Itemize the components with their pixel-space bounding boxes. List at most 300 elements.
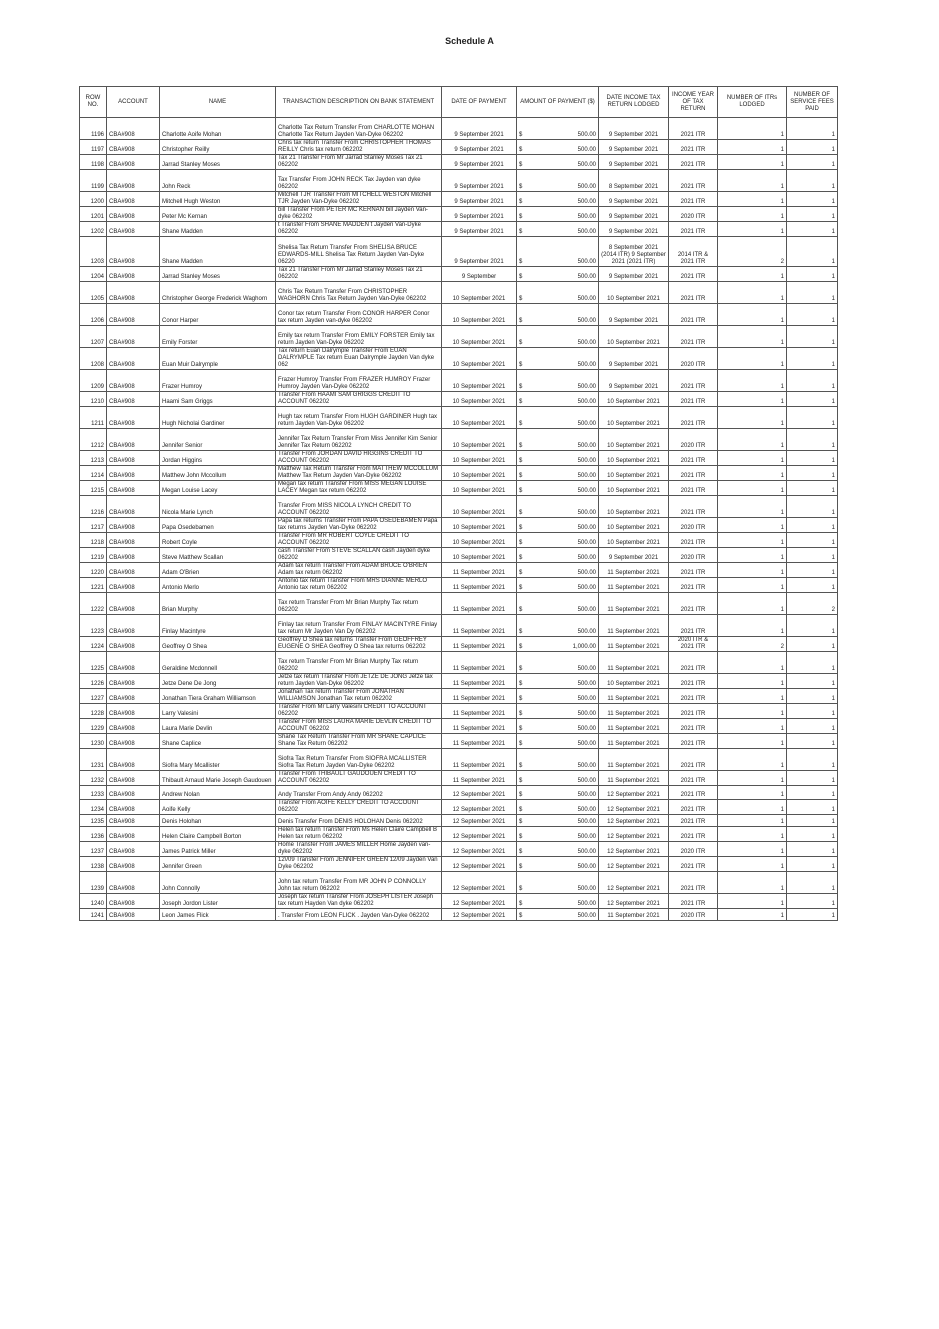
cell-itrs-lodged: 1 [718,370,787,392]
currency-symbol: $ [519,792,523,798]
cell-date-of-payment: 11 September 2021 [442,719,517,734]
cell-service-fees: 1 [787,348,838,370]
cell-income-year: 2021 ITR [669,689,718,704]
cell-itrs-lodged: 1 [718,800,787,815]
cell-itrs-lodged: 1 [718,304,787,326]
cell-description: Tax return Transfer From Mr Brian Murphy Tax return 062202 [276,652,442,674]
amount-value: 500.00 [577,585,596,591]
currency-symbol: $ [519,864,523,870]
amount-value: 500.00 [577,384,596,390]
cell-service-fees: 1 [787,237,838,267]
cell-amount [517,222,599,237]
cell-date-lodged: 9 September 2021 [599,370,669,392]
cell-row-no: 1217 [80,518,107,533]
cell-date-of-payment: 11 September 2021 [442,704,517,719]
cell-name: Jarrad Stanley Moses [160,155,276,170]
cell-account: CBA#908 [107,170,160,192]
cell-description: Transfer From THIBAULT GAUDOUEN CREDIT TO ACCOUNT 062202 [276,771,442,786]
cell-date-of-payment: 11 September 2021 [442,593,517,615]
cell-amount [517,563,599,578]
cell-income-year: 2021 ITR [669,118,718,140]
cell-date-of-payment: 11 September 2021 [442,652,517,674]
cell-account: CBA#908 [107,637,160,652]
cell-name: Peter Mc Kernan [160,207,276,222]
cell-date-lodged: 9 September 2021 [599,118,669,140]
header-transaction-description: TRANSACTION DESCRIPTION ON BANK STATEMENT [276,87,442,118]
cell-income-year: 2020 ITR [669,518,718,533]
cell-date-of-payment: 11 September 2021 [442,674,517,689]
cell-amount [517,749,599,771]
cell-date-of-payment: 9 September 2021 [442,170,517,192]
cell-date-of-payment: 11 September 2021 [442,563,517,578]
cell-description: Papa tax returns Transfer From PAPA OSEDEBAMEN Papa tax returns Jayden Van-Dyke 062202 [276,518,442,533]
cell-amount [517,496,599,518]
cell-amount [517,734,599,749]
cell-income-year: 2021 ITR [669,578,718,593]
cell-service-fees: 1 [787,563,838,578]
cell-date-of-payment: 10 September 2021 [442,496,517,518]
cell-name: Geraldine Mcdonnell [160,652,276,674]
cell-name: Helen Claire Campbell Borton [160,827,276,842]
table-row [80,637,838,652]
table-row [80,800,838,815]
currency-symbol: $ [519,901,523,907]
cell-service-fees: 1 [787,734,838,749]
cell-account: CBA#908 [107,563,160,578]
cell-name: Andrew Nolan [160,786,276,800]
cell-description: Shelisa Tax Return Transfer From SHELISA BRUCE EDWARDS-MILL Shelisa Tax Return Jayden Van-Dyke 06220 [276,237,442,267]
header-row-no: ROW NO. [80,87,107,118]
cell-date-of-payment: 11 September 2021 [442,615,517,637]
cell-name: Leon James Flick [160,909,276,921]
cell-date-lodged: 11 September 2021 [599,734,669,749]
cell-name: Jennifer Green [160,857,276,872]
cell-account: CBA#908 [107,909,160,921]
cell-income-year: 2021 ITR [669,407,718,429]
cell-service-fees: 1 [787,857,838,872]
cell-name: Shane Madden [160,237,276,267]
currency-symbol: $ [519,585,523,591]
amount-value: 500.00 [577,488,596,494]
cell-name: Robert Coyle [160,533,276,548]
cell-row-no: 1229 [80,719,107,734]
currency-symbol: $ [519,819,523,825]
amount-value: 500.00 [577,792,596,798]
amount-value: 500.00 [577,162,596,168]
table-row [80,267,838,282]
cell-amount [517,800,599,815]
cell-itrs-lodged: 1 [718,909,787,921]
cell-itrs-lodged: 1 [718,392,787,407]
cell-itrs-lodged: 1 [718,894,787,909]
cell-account: CBA#908 [107,593,160,615]
cell-row-no: 1239 [80,872,107,894]
cell-description: Denis Transfer From DENIS HOLOHAN Denis 062202 [276,815,442,827]
table-row [80,704,838,719]
cell-date-of-payment: 11 September 2021 [442,771,517,786]
cell-row-no: 1223 [80,615,107,637]
cell-service-fees: 1 [787,466,838,481]
cell-amount [517,237,599,267]
cell-account: CBA#908 [107,894,160,909]
cell-account: CBA#908 [107,155,160,170]
cell-row-no: 1206 [80,304,107,326]
cell-amount [517,815,599,827]
schedule-table [79,86,838,921]
cell-income-year: 2021 ITR [669,496,718,518]
cell-date-of-payment: 10 September 2021 [442,533,517,548]
table-row [80,842,838,857]
cell-account: CBA#908 [107,237,160,267]
cell-itrs-lodged: 1 [718,267,787,282]
cell-name: Conor Harper [160,304,276,326]
cell-description: Transfer From MISS NICOLA LYNCH CREDIT TO ACCOUNT 062202 [276,496,442,518]
cell-date-lodged: 8 September 2021 (2014 ITR) 9 September 2021 (2021 ITR) [599,237,669,267]
cell-amount [517,578,599,593]
table-row [80,771,838,786]
cell-date-lodged: 10 September 2021 [599,429,669,451]
table-row [80,155,838,170]
table-row [80,548,838,563]
cell-amount [517,909,599,921]
cell-description: Transfer From AOIFE KELLY CREDIT TO ACCOUNT 062202 [276,800,442,815]
cell-name: Steve Matthew Scallan [160,548,276,563]
cell-itrs-lodged: 1 [718,533,787,548]
cell-name: Finlay Macintyre [160,615,276,637]
cell-name: Papa Osedebamen [160,518,276,533]
cell-service-fees: 1 [787,674,838,689]
cell-income-year: 2021 ITR [669,326,718,348]
cell-itrs-lodged: 1 [718,771,787,786]
cell-amount [517,481,599,496]
cell-service-fees: 1 [787,533,838,548]
cell-service-fees: 1 [787,909,838,921]
header-row [80,87,838,118]
table-row [80,857,838,872]
cell-itrs-lodged: 1 [718,872,787,894]
cell-row-no: 1198 [80,155,107,170]
cell-income-year: 2021 ITR [669,704,718,719]
cell-row-no: 1197 [80,140,107,155]
amount-value: 500.00 [577,913,596,919]
cell-date-lodged: 10 September 2021 [599,674,669,689]
cell-amount [517,771,599,786]
cell-income-year: 2021 ITR [669,155,718,170]
cell-date-of-payment: 9 September [442,267,517,282]
cell-income-year: 2021 ITR [669,451,718,466]
cell-date-of-payment: 9 September 2021 [442,118,517,140]
cell-account: CBA#908 [107,815,160,827]
cell-account: CBA#908 [107,429,160,451]
amount-value: 500.00 [577,147,596,153]
cell-date-lodged: 11 September 2021 [599,704,669,719]
cell-date-lodged: 10 September 2021 [599,518,669,533]
cell-row-no: 1228 [80,704,107,719]
table-row [80,451,838,466]
amount-value: 500.00 [577,421,596,427]
cell-date-lodged: 10 September 2021 [599,466,669,481]
amount-value: 500.00 [577,607,596,613]
cell-date-lodged: 11 September 2021 [599,593,669,615]
cell-description: Andy Transfer From Andy Andy 062202 [276,786,442,800]
cell-row-no: 1215 [80,481,107,496]
cell-service-fees: 1 [787,894,838,909]
cell-service-fees: 1 [787,842,838,857]
cell-account: CBA#908 [107,734,160,749]
table-row [80,578,838,593]
table-row [80,894,838,909]
cell-amount [517,674,599,689]
cell-account: CBA#908 [107,704,160,719]
cell-name: Larry Valesini [160,704,276,719]
currency-symbol: $ [519,184,523,190]
cell-itrs-lodged: 1 [718,192,787,207]
cell-income-year: 2021 ITR [669,894,718,909]
cell-itrs-lodged: 1 [718,749,787,771]
cell-row-no: 1224 [80,637,107,652]
cell-description: Adam tax return Transfer From ADAM BRUCE O'BRIEN Adam tax return 062202 [276,563,442,578]
currency-symbol: $ [519,510,523,516]
header-account: ACCOUNT [107,87,160,118]
cell-income-year: 2014 ITR & 2021 ITR [669,237,718,267]
currency-symbol: $ [519,147,523,153]
table-row [80,222,838,237]
currency-symbol: $ [519,488,523,494]
cell-description: Tax return Transfer From Mr Brian Murphy Tax return 062202 [276,593,442,615]
cell-amount [517,548,599,563]
cell-description: Megan tax return Transfer From MISS MEGAN LOUISE LACEY Megan tax return 062202 [276,481,442,496]
cell-date-lodged: 12 September 2021 [599,872,669,894]
amount-value: 500.00 [577,399,596,405]
cell-amount [517,842,599,857]
table-row [80,466,838,481]
cell-name: John Connolly [160,872,276,894]
currency-symbol: $ [519,570,523,576]
cell-date-lodged: 9 September 2021 [599,348,669,370]
cell-service-fees: 1 [787,326,838,348]
cell-account: CBA#908 [107,451,160,466]
cell-itrs-lodged: 1 [718,652,787,674]
table-row [80,481,838,496]
cell-date-of-payment: 10 September 2021 [442,304,517,326]
cell-row-no: 1225 [80,652,107,674]
cell-name: Jordan Higgins [160,451,276,466]
cell-row-no: 1221 [80,578,107,593]
cell-amount [517,326,599,348]
table-row [80,652,838,674]
cell-date-lodged: 10 September 2021 [599,481,669,496]
cell-service-fees: 1 [787,155,838,170]
cell-date-of-payment: 9 September 2021 [442,222,517,237]
cell-row-no: 1211 [80,407,107,429]
cell-account: CBA#908 [107,533,160,548]
cell-date-of-payment: 10 September 2021 [442,466,517,481]
cell-name: Mitchell Hugh Weston [160,192,276,207]
cell-account: CBA#908 [107,652,160,674]
cell-row-no: 1234 [80,800,107,815]
cell-account: CBA#908 [107,719,160,734]
cell-name: Adam O'Brien [160,563,276,578]
cell-name: Hugh Nicholai Gardiner [160,407,276,429]
cell-name: James Patrick Miller [160,842,276,857]
cell-description: Helen tax return Transfer From Ms Helen Claire Campbell B Helen tax return 062202 [276,827,442,842]
cell-account: CBA#908 [107,192,160,207]
table-body [80,118,838,921]
cell-description: Shane Tax Return Transfer From MR SHANE CAPLICE Shane Tax Return 062202 [276,734,442,749]
cell-service-fees: 1 [787,704,838,719]
amount-value: 500.00 [577,199,596,205]
cell-income-year: 2020 ITR [669,429,718,451]
cell-row-no: 1231 [80,749,107,771]
cell-service-fees: 1 [787,652,838,674]
cell-description: Chris Tax Return Transfer From CHRISTOPHER WAGHORN Chris Tax Return Jayden Van-Dyke 062202 [276,282,442,304]
cell-date-of-payment: 12 September 2021 [442,827,517,842]
cell-account: CBA#908 [107,689,160,704]
amount-value: 500.00 [577,819,596,825]
currency-symbol: $ [519,443,523,449]
table-row [80,370,838,392]
cell-description: John tax return Transfer From MR JOHN P CONNOLLY John tax return 062202 [276,872,442,894]
cell-income-year: 2021 ITR [669,872,718,894]
currency-symbol: $ [519,162,523,168]
cell-itrs-lodged: 1 [718,466,787,481]
table-row [80,518,838,533]
cell-row-no: 1235 [80,815,107,827]
cell-date-lodged: 10 September 2021 [599,407,669,429]
cell-row-no: 1227 [80,689,107,704]
cell-service-fees: 1 [787,800,838,815]
cell-row-no: 1209 [80,370,107,392]
currency-symbol: $ [519,362,523,368]
cell-amount [517,872,599,894]
cell-date-of-payment: 9 September 2021 [442,207,517,222]
cell-name: Antonio Merlo [160,578,276,593]
cell-service-fees: 1 [787,481,838,496]
cell-description: . Transfer From LEON FLICK . Jayden Van-Dyke 062202 [276,909,442,921]
cell-itrs-lodged: 1 [718,348,787,370]
cell-income-year: 2021 ITR [669,140,718,155]
cell-service-fees: 1 [787,719,838,734]
cell-row-no: 1237 [80,842,107,857]
cell-name: Shane Madden [160,222,276,237]
cell-account: CBA#908 [107,842,160,857]
table-row [80,563,838,578]
table-row [80,392,838,407]
cell-income-year: 2021 ITR [669,267,718,282]
cell-amount [517,593,599,615]
cell-name: Megan Louise Lacey [160,481,276,496]
cell-row-no: 1213 [80,451,107,466]
cell-date-of-payment: 12 September 2021 [442,786,517,800]
cell-service-fees: 1 [787,282,838,304]
cell-row-no: 1236 [80,827,107,842]
cell-income-year: 2020 ITR [669,842,718,857]
cell-row-no: 1233 [80,786,107,800]
table-row [80,282,838,304]
header-income-year: INCOME YEAR OF TAX RETURN [669,87,718,118]
cell-date-lodged: 9 September 2021 [599,207,669,222]
cell-income-year: 2021 ITR [669,800,718,815]
cell-amount [517,652,599,674]
cell-amount [517,170,599,192]
cell-row-no: 1207 [80,326,107,348]
cell-date-of-payment: 11 September 2021 [442,749,517,771]
table-row [80,207,838,222]
cell-amount [517,689,599,704]
cell-service-fees: 1 [787,407,838,429]
cell-service-fees: 1 [787,118,838,140]
cell-date-lodged: 11 September 2021 [599,652,669,674]
amount-value: 500.00 [577,726,596,732]
cell-row-no: 1196 [80,118,107,140]
cell-income-year: 2021 ITR [669,481,718,496]
cell-row-no: 1214 [80,466,107,481]
cell-amount [517,466,599,481]
cell-service-fees: 1 [787,140,838,155]
cell-amount [517,857,599,872]
cell-amount [517,155,599,170]
cell-name: Matthew John Mccollum [160,466,276,481]
table-row [80,192,838,207]
cell-description: Finlay tax return Transfer From FINLAY MACINTYRE Finlay tax return Mr Jayden Van Dy 062202 [276,615,442,637]
cell-date-of-payment: 11 September 2021 [442,578,517,593]
cell-amount [517,392,599,407]
cell-description: Geoffrey O Shea tax returns Transfer From GEOFFREY EUGENE O SHEA Geoffrey O Shea tax returns 062202 [276,637,442,652]
cell-itrs-lodged: 1 [718,615,787,637]
cell-name: Charlotte Aoife Mohan [160,118,276,140]
cell-service-fees: 1 [787,496,838,518]
cell-income-year: 2021 ITR [669,771,718,786]
cell-income-year: 2021 ITR [669,282,718,304]
cell-date-lodged: 8 September 2021 [599,170,669,192]
cell-service-fees: 1 [787,872,838,894]
amount-value: 500.00 [577,525,596,531]
currency-symbol: $ [519,741,523,747]
header-amount: AMOUNT OF PAYMENT ($) [517,87,599,118]
cell-description: Antonio tax return Transfer From MRS DIANNE MERLO Antonio tax return 062202 [276,578,442,593]
currency-symbol: $ [519,849,523,855]
cell-service-fees: 1 [787,518,838,533]
cell-name: Jonathan Tiera Graham Williamson [160,689,276,704]
cell-account: CBA#908 [107,615,160,637]
cell-income-year: 2021 ITR [669,466,718,481]
cell-name: Laura Marie Devlin [160,719,276,734]
cell-row-no: 1212 [80,429,107,451]
cell-row-no: 1210 [80,392,107,407]
cell-itrs-lodged: 1 [718,118,787,140]
cell-name: Jetze Dene De Jong [160,674,276,689]
cell-row-no: 1216 [80,496,107,518]
table-row [80,674,838,689]
currency-symbol: $ [519,644,523,650]
cell-income-year: 2021 ITR [669,719,718,734]
amount-value: 500.00 [577,807,596,813]
cell-service-fees: 2 [787,593,838,615]
cell-income-year: 2021 ITR [669,615,718,637]
amount-value: 500.00 [577,540,596,546]
amount-value: 500.00 [577,510,596,516]
cell-date-lodged: 12 September 2021 [599,815,669,827]
header-name: NAME [160,87,276,118]
cell-itrs-lodged: 1 [718,326,787,348]
cell-name: Geoffrey O Shea [160,637,276,652]
cell-date-of-payment: 10 September 2021 [442,282,517,304]
amount-value: 1,000.00 [572,644,596,650]
cell-amount [517,786,599,800]
cell-income-year: 2021 ITR [669,170,718,192]
cell-account: CBA#908 [107,548,160,563]
cell-date-of-payment: 10 September 2021 [442,326,517,348]
